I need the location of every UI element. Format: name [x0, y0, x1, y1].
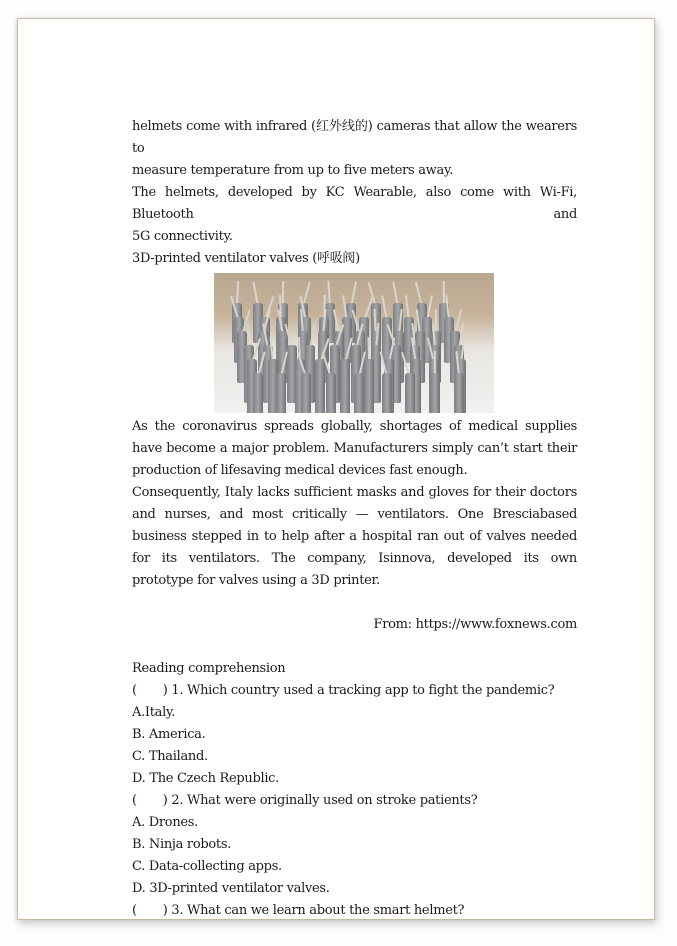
answer-bracket-close: )	[162, 903, 168, 918]
option: C. Thailand.	[132, 749, 208, 764]
option: B. Ninja robots.	[132, 837, 232, 852]
valve	[253, 373, 263, 413]
option: B. America.	[132, 727, 206, 742]
answer-bracket-open: (	[132, 683, 137, 698]
answer-bracket-open: (	[132, 793, 137, 808]
answer-bracket-close: )	[162, 683, 168, 698]
question-text: 3. What can we learn about the smart helmet?	[171, 903, 465, 918]
section-heading: 3D-printed ventilator valves (呼吸阀)	[132, 251, 360, 266]
valve	[354, 373, 364, 413]
article-paragraph-4: Consequently, Italy lacks sufficient masks and gloves for their doctors and nurses, and most critically — ventilators. One Bresciabased business stepped in to help after a hospital ran out of valves needed for its ventilators. The company, Isinnova, developed its own prototype for valves using a 3D printer.	[132, 485, 577, 588]
answer-bracket-close: )	[162, 793, 168, 808]
article-paragraph-3: As the coronavirus spreads globally, shortages of medical supplies have become a major problem. Manufacturers simply can’t start their production of lifesaving medical devices fast enough.	[132, 419, 577, 478]
valve	[276, 373, 286, 413]
page-content	[132, 116, 577, 922]
question-3	[132, 900, 577, 922]
option: A.Italy.	[132, 705, 176, 720]
question-text: 1. Which country used a tracking app to fight the pandemic?	[171, 683, 555, 698]
paragraph-text: The helmets, developed by KC Wearable, also come with Wi-Fi, Bluetooth and	[132, 185, 577, 222]
spacer	[132, 636, 577, 658]
source-citation: From: https://www.foxnews.com	[373, 617, 577, 632]
valve	[430, 373, 440, 413]
valve	[405, 373, 415, 413]
answer-bracket-open: (	[132, 903, 137, 918]
ventilator-valves-image	[214, 273, 494, 413]
valve	[364, 359, 374, 413]
valve	[326, 373, 336, 413]
spacer	[132, 592, 577, 614]
option: D. The Czech Republic.	[132, 771, 279, 786]
option: D. 3D-printed ventilator valves.	[132, 881, 330, 896]
option: C. Data-collecting apps.	[132, 859, 282, 874]
valve	[340, 359, 350, 413]
paragraph-text: measure temperature from up to five meters away.	[132, 163, 454, 178]
paragraph-text: helmets come with infrared (红外线的) cameras that allow the wearers to	[132, 119, 577, 156]
valve	[454, 373, 464, 413]
option: A. Drones.	[132, 815, 198, 830]
quiz-title: Reading comprehension	[132, 661, 286, 676]
question-text: 2. What were originally used on stroke patients?	[171, 793, 478, 808]
valve	[382, 373, 392, 413]
paragraph-text: 5G connectivity.	[132, 229, 233, 244]
question-2	[132, 790, 577, 812]
article-paragraph-2	[132, 182, 577, 226]
valve	[301, 373, 311, 413]
valve	[315, 359, 325, 413]
question-1	[132, 680, 577, 702]
document-page	[17, 18, 655, 920]
article-paragraph-1	[132, 116, 577, 160]
